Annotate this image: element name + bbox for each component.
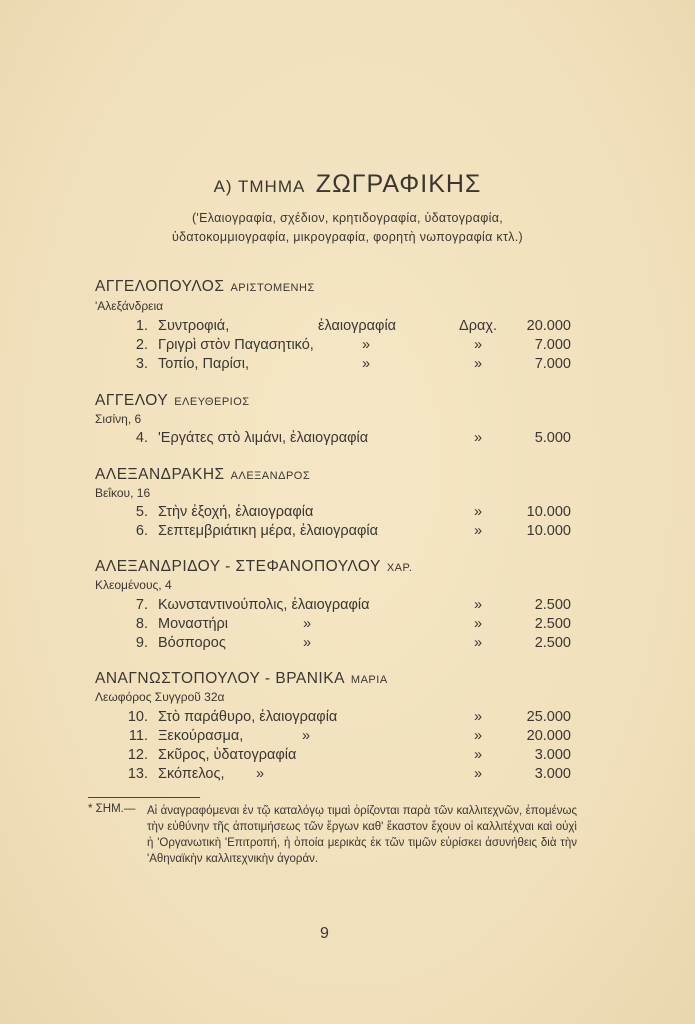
work-row	[0, 523, 695, 542]
work-number: 2.	[135, 337, 148, 353]
artist-surname: ΑΛΕΞΑΝΔΡΙΔΟΥ - ΣΤΕΦΑΝΟΠΟΥΛΟΥ	[95, 558, 381, 575]
work-currency: »	[473, 523, 483, 539]
work-row	[0, 318, 695, 337]
footnote-marker: * ΣΗΜ.—	[88, 803, 136, 815]
work-title: Στὸ παράθυρο, ἐλαιογραφία	[158, 709, 338, 725]
work-number: 4.	[135, 430, 148, 446]
work-title: Σκόπελος,	[158, 766, 225, 782]
work-medium: »	[303, 616, 312, 632]
work-price: 7.000	[534, 337, 571, 353]
work-row	[0, 728, 695, 747]
work-title: Στὴν ἐξοχή, ἐλαιογραφία	[158, 504, 314, 520]
work-number: 3.	[135, 356, 148, 372]
artist-surname: ΑΛΕΞΑΝΔΡΑΚΗΣ	[95, 466, 225, 483]
work-price: 5.000	[534, 430, 571, 446]
work-number: 10.	[127, 709, 148, 725]
work-title: Ξεκούρασμα,	[158, 728, 244, 744]
footnote-text: Αἱ ἀναγραφόμεναι ἐν τῷ καταλόγῳ τιμαὶ ὁρίζονται παρὰ τῶν καλλιτεχνῶν, ἑπομένως τὴν εὐθύνην τῆς ἀποτιμήσεως τῶν ἔργων καθ' ἕκαστον ἔχουν οἱ καλλιτέχναι καὶ οὐχὶ ἡ 'Οργανωτικὴ 'Επιτροπή, ἡ ὁποία μερικὰς ἐκ τῶν τιμῶν εὑρίσκει ἀσυνήθεις διὰ τὴν 'Αθηναϊκὴν καλλιτεχνικὴν ἀγοράν.	[147, 805, 577, 865]
work-title: Μοναστήρι	[158, 616, 228, 632]
work-medium: »	[362, 337, 371, 353]
work-medium: »	[362, 356, 371, 372]
section-title	[0, 170, 695, 199]
work-row	[0, 635, 695, 654]
work-price: 2.500	[534, 635, 571, 651]
artist-name	[95, 392, 250, 410]
work-title: Σκῦρος, ὑδατογραφία	[158, 747, 297, 763]
work-number: 13.	[127, 766, 148, 782]
work-number: 5.	[135, 504, 148, 520]
work-price: 2.500	[534, 616, 571, 632]
artist-name	[95, 466, 310, 484]
artist-name	[95, 558, 412, 576]
work-title: 'Εργάτες στὸ λιμάνι, ἐλαιογραφία	[158, 430, 369, 446]
work-price: 20.000	[526, 728, 571, 744]
work-currency: »	[473, 728, 483, 744]
work-price: 3.000	[534, 766, 571, 782]
work-number: 12.	[127, 747, 148, 763]
work-currency: Δραχ.	[459, 318, 497, 334]
work-title: Βόσπορος	[158, 635, 226, 651]
artist-first-name: ΑΡΙΣΤΟΜΕΝΗΣ	[230, 282, 315, 294]
work-row	[0, 766, 695, 785]
work-number: 9.	[135, 635, 148, 651]
work-price: 10.000	[526, 523, 571, 539]
artist-name	[95, 278, 315, 296]
work-number: 11.	[128, 728, 148, 744]
work-row	[0, 747, 695, 766]
work-title: Συντροφιά,	[158, 318, 230, 334]
work-title: Σεπτεμβριάτικη μέρα, ἐλαιογραφία	[158, 523, 379, 539]
artist-first-name: ΕΛΕΥΘΕΡΙΟΣ	[174, 396, 250, 408]
artist-address: Βεΐκου, 16	[95, 486, 151, 500]
artist-surname: ΑΓΓΕΛΟΠΟΥΛΟΣ	[95, 278, 225, 295]
work-price: 7.000	[534, 356, 571, 372]
work-price: 2.500	[534, 597, 571, 613]
work-row	[0, 337, 695, 356]
work-number: 1.	[135, 318, 148, 334]
work-currency: »	[473, 504, 483, 520]
work-price: 3.000	[534, 747, 571, 763]
work-title: Γριγρὶ στὸν Παγασητικό,	[158, 337, 314, 353]
subtitle-line: ('Ελαιογραφία, σχέδιον, κρητιδογραφία, ὑδατογραφία,	[191, 211, 504, 225]
artist-first-name: ΧΑΡ.	[386, 562, 413, 574]
work-title: Τοπίο, Παρίσι,	[158, 356, 249, 372]
work-currency: »	[473, 430, 483, 446]
artist-first-name: ΜΑΡΙΑ	[350, 674, 388, 686]
work-row	[0, 356, 695, 375]
section-prefix: Α) ΤΜΗΜΑ	[213, 177, 306, 196]
work-medium: ἐλαιογραφία	[318, 318, 397, 334]
work-price: 20.000	[526, 318, 571, 334]
work-row	[0, 709, 695, 728]
work-row	[0, 616, 695, 635]
work-row	[0, 504, 695, 523]
work-number: 7.	[135, 597, 148, 613]
subtitle-line: ὑδατοκομμιογραφία, μικρογραφία, φορητὴ νωπογραφία κτλ.)	[172, 230, 523, 244]
artist-name	[95, 670, 388, 688]
artist-address: Σισίνη, 6	[95, 412, 142, 426]
work-number: 8.	[135, 616, 148, 632]
artist-address: Λεωφόρος Συγγροῦ 32α	[95, 690, 225, 704]
artist-address: Κλεομένους, 4	[95, 578, 172, 592]
work-number: 6.	[135, 523, 148, 539]
work-price: 10.000	[526, 504, 571, 520]
work-currency: »	[473, 635, 483, 651]
work-row	[0, 430, 695, 449]
artist-surname: ΑΝΑΓΝΩΣΤΟΠΟΥΛΟΥ - ΒΡΑΝΙΚΑ	[95, 670, 345, 687]
work-title: Κωνσταντινούπολις, ἐλαιογραφία	[158, 597, 370, 613]
work-medium: »	[256, 766, 265, 782]
work-currency: »	[473, 356, 483, 372]
artist-address: 'Αλεξάνδρεια	[95, 299, 164, 313]
page-number: 9	[320, 925, 329, 942]
work-medium: »	[302, 728, 311, 744]
work-currency: »	[473, 747, 483, 763]
work-currency: »	[473, 597, 483, 613]
work-currency: »	[473, 709, 483, 725]
work-currency: »	[473, 616, 483, 632]
work-medium: »	[303, 635, 312, 651]
work-row	[0, 597, 695, 616]
work-currency: »	[473, 337, 483, 353]
artist-first-name: ΑΛΕΞΑΝΔΡΟΣ	[230, 470, 311, 482]
artist-surname: ΑΓΓΕΛΟΥ	[95, 392, 169, 409]
work-currency: »	[473, 766, 483, 782]
section-name: ΖΩΓΡΑΦΙΚΗΣ	[315, 170, 482, 198]
work-price: 25.000	[526, 709, 571, 725]
footnote-divider	[88, 797, 200, 798]
